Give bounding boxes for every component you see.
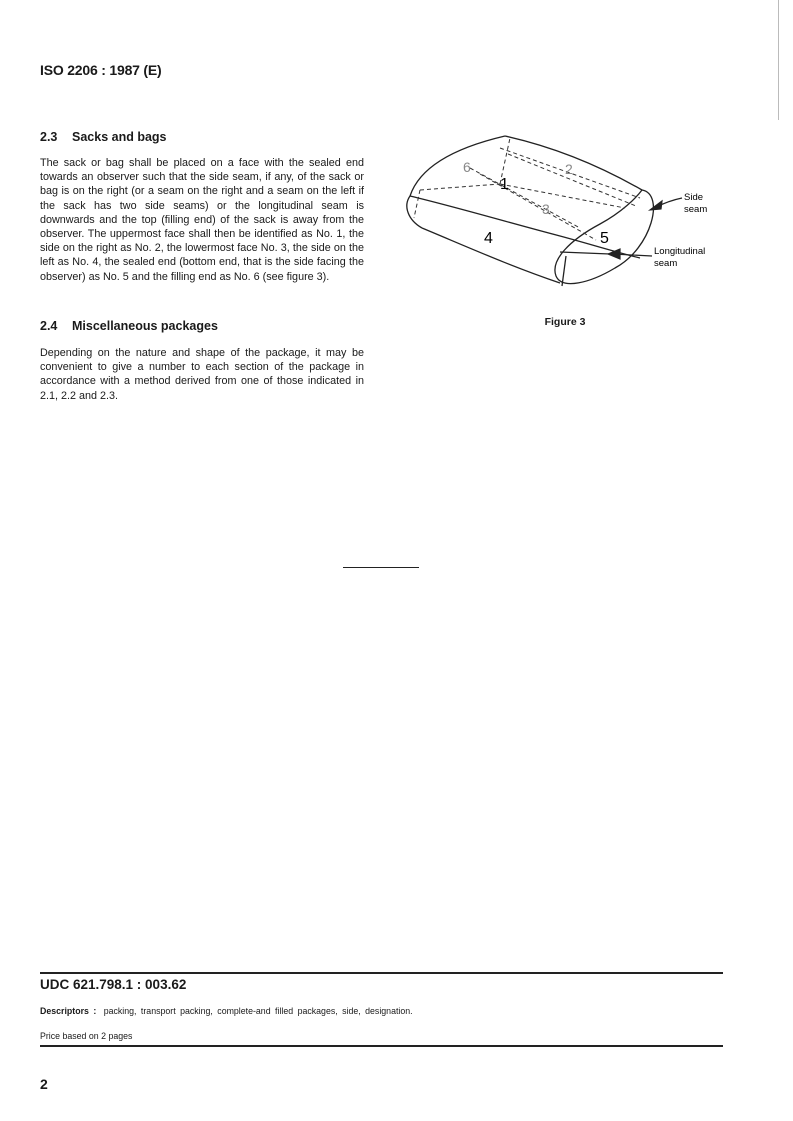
side-seam-label-line1: Side xyxy=(684,192,704,203)
figure-caption: Figure 3 xyxy=(544,316,586,328)
descriptors-label: Descriptors : xyxy=(40,1006,97,1016)
scan-margin-line xyxy=(778,0,779,120)
descriptors-text: packing, transport packing, complete-and filled packages, side, designation. xyxy=(103,1006,413,1016)
footer-top-rule xyxy=(40,972,723,974)
descriptors-line xyxy=(40,1006,413,1016)
end-separator xyxy=(343,567,419,568)
sack-edge-front-top xyxy=(410,196,640,258)
section-2-3-heading xyxy=(40,130,167,144)
face-label-6: 6 xyxy=(463,159,471,175)
face-label-5: 5 xyxy=(600,230,609,247)
longitudinal-seam-line xyxy=(560,252,610,254)
footer-bottom-rule xyxy=(40,1045,723,1047)
longitudinal-seam-label-line1: Longitudinal xyxy=(654,246,706,257)
document-id: ISO 2206 : 1987 (E) xyxy=(40,62,162,78)
sack-outline-left xyxy=(407,196,422,228)
section-2-4-paragraph: Depending on the nature and shape of the package, it may be convenient to give a number to each section of the package in accordance with a method derived from one of those indicated in 2.1, 2.2 and 2.3. xyxy=(40,347,364,402)
section-title: Sacks and bags xyxy=(72,130,167,144)
hidden-edge xyxy=(470,168,580,228)
hidden-edge xyxy=(414,190,420,218)
longitudinal-seam-label-line2: seam xyxy=(654,258,678,269)
price-note: Price based on 2 pages xyxy=(40,1031,133,1041)
figure-3-sack-diagram xyxy=(400,128,730,303)
side-seam-label-line2: seam xyxy=(684,204,708,215)
face-label-3: 3 xyxy=(542,201,550,217)
sack-outline-top xyxy=(505,136,642,190)
side-seam-arrowhead xyxy=(650,201,662,210)
section-2-4-heading xyxy=(40,319,218,333)
face-label-4: 4 xyxy=(484,230,493,247)
sealed-end-seam xyxy=(562,256,566,286)
page-number: 2 xyxy=(40,1076,48,1092)
face-label-1: 1 xyxy=(500,176,509,193)
face-label-2: 2 xyxy=(565,161,573,177)
udc-classification: UDC 621.798.1 : 003.62 xyxy=(40,977,187,992)
section-number: 2.4 xyxy=(40,319,58,333)
hidden-edge xyxy=(420,184,500,190)
section-title: Miscellaneous packages xyxy=(72,319,218,333)
section-2-3-paragraph: The sack or bag shall be placed on a face with the sealed end towards an observer such that the side seam, if any, of the sack or bag is on the right (or a seam on the right and a seam on the left if the sack has two side seams) or the longitudinal seam is downwards and the top (filling end) of the sack is away from the observer. The uppermost face shall then be identified as No. 1, the side on the right as No. 2, the lowermost face No. 3, the side on the left as No. 4, the sealed end (bottom end, that is the side facing the observer) as No. 5 and the filling end as No. 6 (see figure 3). xyxy=(40,157,364,283)
section-number: 2.3 xyxy=(40,130,58,144)
